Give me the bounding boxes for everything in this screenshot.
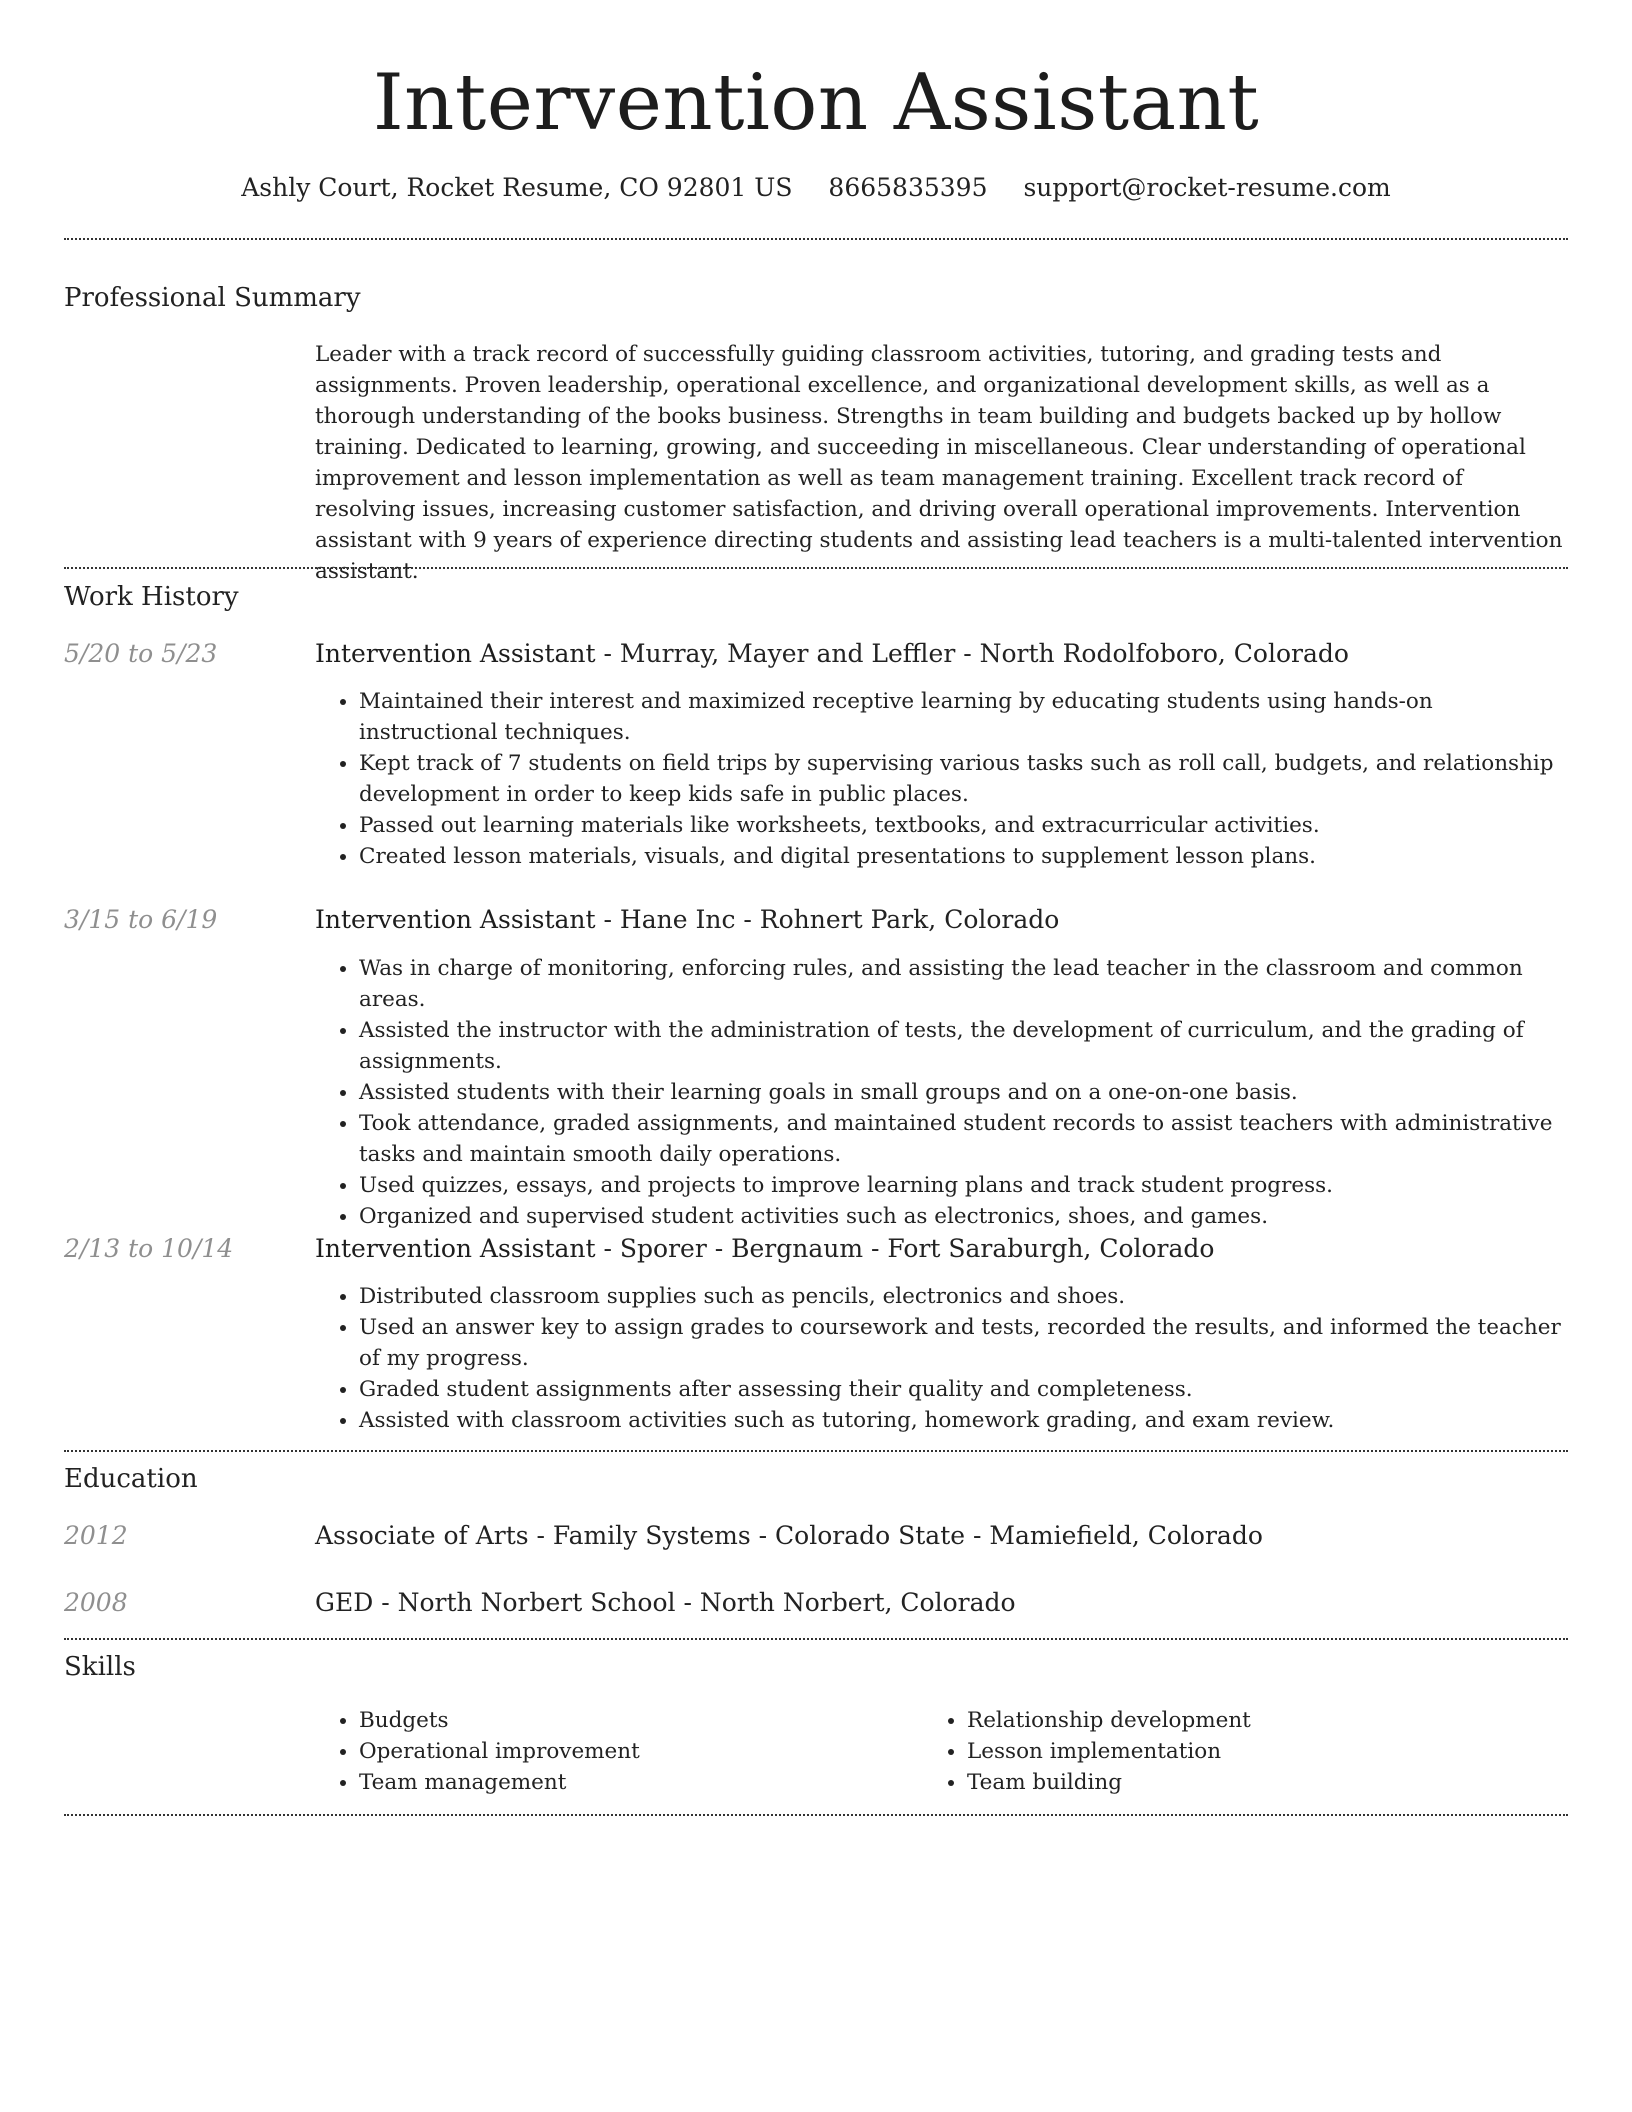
job-bullet: • Created lesson materials, visuals, and digital presentations to supplement lesson plans. [359,841,1568,872]
skill-item: • Operational improvement [359,1736,923,1767]
job-details: - Hane Inc - Rohnert Park, Colorado [595,905,1060,934]
job-bullet-list [315,686,1568,872]
skill-item: • Budgets [359,1705,923,1736]
education-year: 2008 [64,1588,128,1617]
job-title: Intervention Assistant [315,905,596,934]
resume-title: Intervention Assistant [372,58,1260,148]
education-divider [64,1638,1568,1640]
job-bullet: • Kept track of 7 students on field trips by supervising various tasks such as roll call, budgets, and relationship development in order to keep kids safe in public places. [359,748,1568,810]
job-bullet: • Assisted the instructor with the administration of tests, the development of curriculum, and the grading of assignments. [359,1015,1568,1077]
job-details: - Sporer - Bergnaum - Fort Saraburgh, Colorado [595,1234,1215,1263]
job-bullet: • Took attendance, graded assignments, and maintained student records to assist teachers with administrative tasks and maintain smooth daily operations. [359,1108,1568,1170]
job-title: Intervention Assistant [315,1234,596,1263]
skills-list-left [315,1705,923,1798]
skill-item: • Lesson implementation [967,1736,1568,1767]
job-bullet-list [315,953,1568,1232]
work-history-heading: Work History [64,582,239,612]
job-details: - Murray, Mayer and Leffler - North Rodolfoboro, Colorado [595,639,1349,668]
job-bullet: • Assisted students with their learning goals in small groups and on a one-on-one basis. [359,1077,1568,1108]
job-dates: 3/15 to 6/19 [64,905,218,934]
job-bullet: • Assisted with classroom activities such as tutoring, homework grading, and exam review. [359,1405,1568,1436]
education-entry: Associate of Arts - Family Systems - Colorado State - Mamiefield, Colorado [315,1521,1263,1550]
contact-phone: 8665835395 [828,173,988,202]
job-bullet: • Distributed classroom supplies such as pencils, electronics and shoes. [359,1281,1568,1312]
education-year: 2012 [64,1521,128,1550]
skills-heading: Skills [64,1652,136,1682]
education-heading: Education [64,1464,198,1494]
job-bullet: • Used an answer key to assign grades to coursework and tests, recorded the results, and informed the teacher of my progress. [359,1312,1568,1374]
job-bullet: • Used quizzes, essays, and projects to improve learning plans and track student progress. [359,1170,1568,1201]
skill-item: • Team building [967,1767,1568,1798]
skills-list-right [923,1705,1568,1798]
job-heading [315,1231,1568,1267]
summary-text: Leader with a track record of successfully guiding classroom activities, tutoring, and grading tests and assignments. Proven leadership, operational excellence, and organizational development skills, as well as a thorough understanding of the books business. Strengths in team building and budgets backed up by hollow training. Dedicated to learning, growing, and succeeding in miscellaneous. Clear understanding of operational improvement and lesson implementation as well as team management training. Excellent track record of resolving issues, increasing customer satisfaction, and driving overall operational improvements. Intervention assistant with 9 years of experience directing students and assisting lead teachers is a multi-talented intervention assistant. [315,342,1563,584]
summary-divider [64,567,1568,569]
job-bullet: • Graded student assignments after assessing their quality and completeness. [359,1374,1568,1405]
job-heading [315,636,1568,672]
job-title: Intervention Assistant [315,639,596,668]
job-heading [315,902,1568,938]
job-bullet: • Passed out learning materials like worksheets, textbooks, and extracurricular activities. [359,810,1568,841]
skills-divider [64,1814,1568,1816]
job-dates: 5/20 to 5/23 [64,639,218,668]
contact-email: support@rocket-resume.com [1023,173,1391,202]
header-divider [64,238,1568,240]
job-bullet: • Organized and supervised student activities such as electronics, shoes, and games. [359,1201,1568,1232]
job-bullet-list [315,1281,1568,1436]
job-bullet: • Maintained their interest and maximized receptive learning by educating students using hands-on instructional techniques. [359,686,1568,748]
job-bullet: • Was in charge of monitoring, enforcing rules, and assisting the lead teacher in the classroom and common areas. [359,953,1568,1015]
job-dates: 2/13 to 10/14 [64,1234,234,1263]
skill-item: • Relationship development [967,1705,1568,1736]
skill-item: • Team management [359,1767,923,1798]
contact-address: Ashly Court, Rocket Resume, CO 92801 US [241,173,793,202]
contact-line [0,168,1632,208]
education-entry: GED - North Norbert School - North Norbert, Colorado [315,1588,1016,1617]
summary-heading: Professional Summary [64,283,361,313]
work-history-divider [64,1450,1568,1452]
